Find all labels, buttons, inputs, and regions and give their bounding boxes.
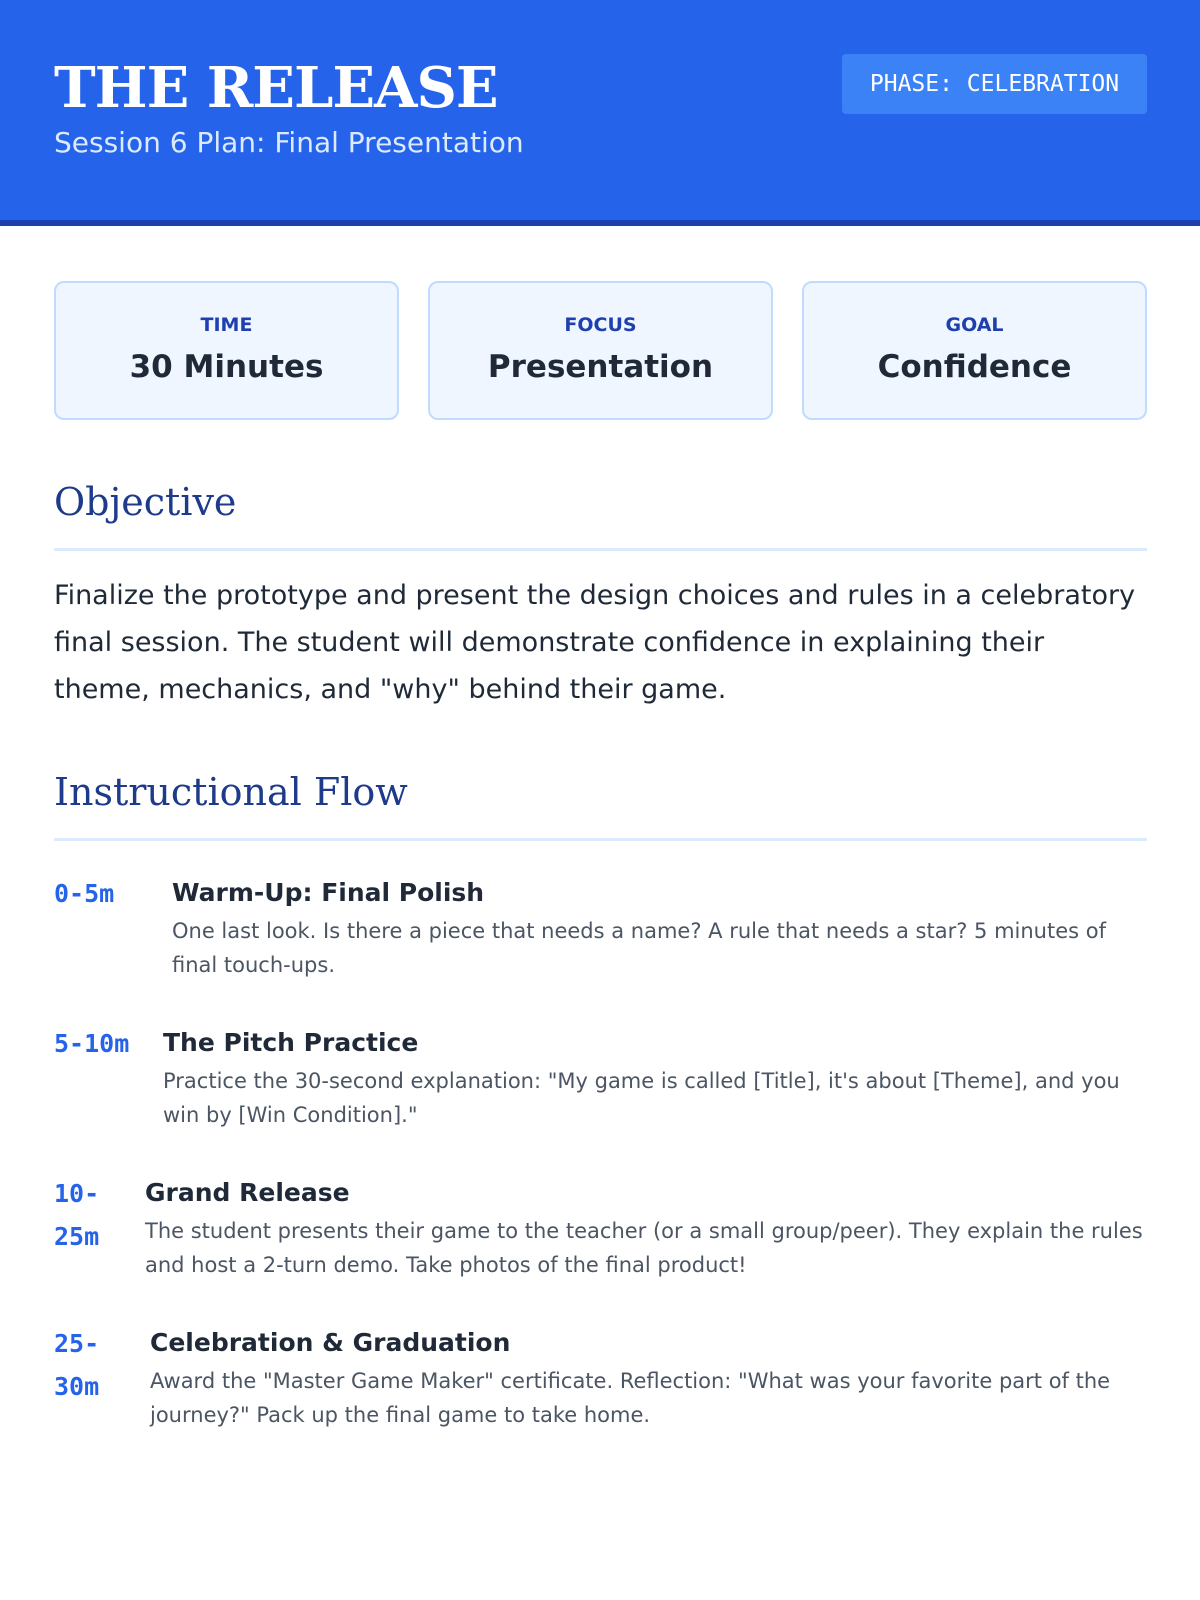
flow-time: 10-25m: [54, 1179, 100, 1251]
card-time: [54, 281, 399, 420]
card-focus: [428, 281, 773, 420]
flow-time: 0-5m: [54, 879, 115, 908]
phase-badge: PHASE: CELEBRATION: [842, 54, 1147, 114]
page-title: THE RELEASE: [54, 55, 498, 121]
header-banner: [0, 0, 1200, 226]
card-value: 30 Minutes: [129, 349, 324, 385]
flow-description: The student presents their game to the teacher (or a small group/peer). They explain the rules and host a 2-turn demo. Take photos of the final product!: [145, 1219, 1143, 1277]
flow-title: The Pitch Practice: [163, 1028, 419, 1057]
flow-title: Grand Release: [145, 1178, 350, 1207]
flow-description: Award the "Master Game Maker" certificate. Reflection: "What was your favorite part of the journey?" Pack up the final game to take home.: [150, 1369, 1111, 1427]
flow-time: 5-10m: [54, 1029, 130, 1058]
flow-time: 25-30m: [54, 1329, 100, 1401]
summary-cards: [54, 281, 1147, 420]
card-value: Presentation: [487, 349, 714, 385]
flow-body: [172, 876, 1147, 982]
flow-description: One last look. Is there a piece that needs a name? A rule that needs a star? 5 minutes of final touch-ups.: [172, 919, 1107, 977]
flow-title: Warm-Up: Final Polish: [172, 878, 485, 907]
objective-text: Finalize the prototype and present the design choices and rules in a celebratory final session. The student will demonstrate confidence in explaining their theme, mechanics, and "why" behind their game.: [54, 580, 1136, 705]
flow-body: [163, 1026, 1147, 1132]
card-label: TIME: [200, 314, 253, 336]
page-subtitle: Session 6 Plan: Final Presentation: [54, 126, 524, 159]
card-label: FOCUS: [564, 314, 637, 336]
card-value: Confidence: [877, 349, 1072, 385]
objective-heading: Objective: [54, 474, 1147, 551]
card-goal: [802, 281, 1147, 420]
flow-description: Practice the 30-second explanation: "My game is called [Title], it's about [Theme], and you win by [Win Condition].": [163, 1069, 1120, 1127]
flow-body: [150, 1326, 1147, 1432]
instructional-flow-heading: Instructional Flow: [54, 764, 1147, 841]
flow-body: [145, 1176, 1147, 1282]
card-label: GOAL: [945, 314, 1004, 336]
flow-title: Celebration & Graduation: [150, 1328, 511, 1357]
